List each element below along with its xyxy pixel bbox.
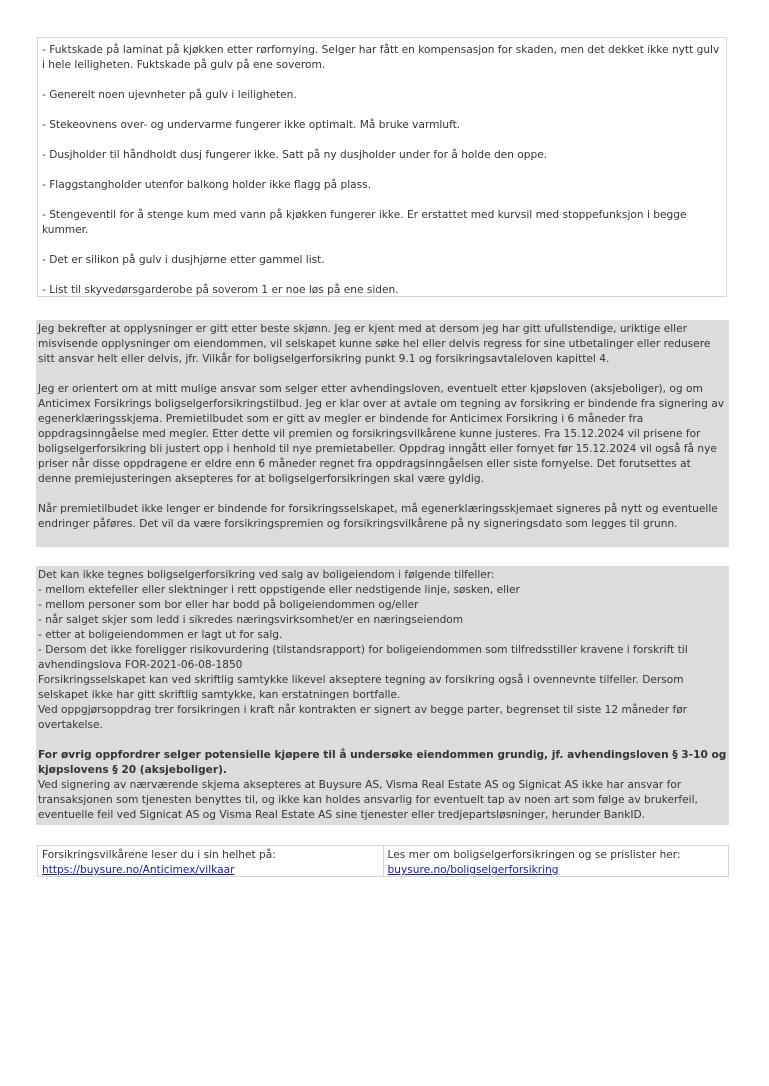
terms-cell bbox=[38, 846, 383, 876]
exclusion-line: - etter at boligeiendommen er lagt ut for salg. bbox=[38, 629, 283, 641]
exclusion-line: Ved oppgjørsoppdrag trer forsikringen i kraft når kontrakten er signert av begge parter, begrenset til siste 12 måneder før overtakelse. bbox=[38, 704, 688, 731]
issue-item: - Dusjholder til håndholdt dusj fungerer ikke. Satt på ny dusjholder under for å holde den oppe. bbox=[42, 149, 548, 161]
issue-item: - List til skyvedørsgarderobe på soverom 1 er noe løs på ene siden. bbox=[42, 284, 399, 296]
known-issues-box bbox=[37, 37, 727, 297]
exclusion-line: - mellom personer som bor eller har bodd på boligeiendommen og/eller bbox=[38, 599, 419, 611]
exclusion-line: - mellom ektefeller eller slektninger i rett oppstigende eller nedstigende linje, søsken, eller bbox=[38, 584, 520, 596]
seller-confirmation-section bbox=[36, 320, 729, 547]
exclusion-line: Forsikringsselskapet kan ved skriftlig samtykke likevel akseptere tegning av forsikring også i ovennevnte tilfeller. Dersom selskapet ikke har gitt skriftlig samtykke, kan erstatningen bortfalle. bbox=[38, 674, 684, 701]
footer-links-table bbox=[37, 845, 729, 877]
confirmation-paragraph: Jeg bekrefter at opplysninger er gitt etter beste skjønn. Jeg er kjent med at dersom jeg har gitt ufullstendige, uriktige eller misvisende opplysninger om eiendommen, vil selskapet kunne søke hel eller delvis regress for sine utbetalinger eller redusere sitt ansvar helt eller delvis, jfr. Vilkår for boligselgerforsikring punkt 9.1 og forsikringsavtaleloven kapittel 4. bbox=[38, 323, 711, 365]
confirmation-paragraph: Jeg er orientert om at mitt mulige ansvar som selger etter avhendingsloven, eventuelt etter kjøpsloven (aksjeboliger), og om Anticimex Forsikrings boligselgerforsikringstilbud. Jeg er klar over at avtale om tegning av forsikring er bindende fra signering av egenerklæringsskjema. Premietilbudet som er gitt av megler er bindende for Anticimex Forsikring i 6 måneder fra oppdragsinngåelse med megler. Etter dette vil premien og forsikringsvilkårene kunne justeres. Fra 15.12.2024 vil prisene for boligselgerforsikring bli justert opp i henhold til nye premietabeller. Oppdrag inngått eller fornyet før 15.12.2024 vil også få nye priser når disse oppdragene er eldre enn 6 måneder regnet fra oppdragsinngåelsen eller siste fornyelse. Det forutsettes at denne premiejusteringen aksepteres for at boligselgerforsikringen skal være gyldig. bbox=[38, 383, 724, 485]
signing-disclaimer: Ved signering av nærværende skjema aksepteres at Buysure AS, Visma Real Estate AS og Signicat AS ikke har ansvar for transaksjonen som tjenesten benyttes til, og ikke kan holdes ansvarlig for eventuelt tap av noen art som følge av brukerfeil, eventuelle feil ved Signicat AS og Visma Real Estate AS sine tjenester eller tredjepartsløsninger, herunder BankID. bbox=[38, 779, 698, 821]
terms-label: Forsikringsvilkårene leser du i sin helhet på: bbox=[42, 849, 276, 861]
exclusion-line: - når salget skjer som ledd i sikredes næringsvirksomhet/er en næringseiendom bbox=[38, 614, 464, 626]
issue-item: - Flaggstangholder utenfor balkong holder ikke flagg på plass. bbox=[42, 179, 372, 191]
issue-item: - Generelt noen ujevnheter på gulv i leiligheten. bbox=[42, 89, 297, 101]
pricelist-cell bbox=[383, 846, 729, 876]
exclusion-line: Det kan ikke tegnes boligselgerforsikring ved salg av boligeiendom i følgende tilfeller: bbox=[38, 569, 495, 581]
exclusion-line: - Dersom det ikke foreligger risikovurdering (tilstandsrapport) for boligeiendommen som tilfredsstiller kravene i forskrift til avhendingslova FOR-2021-06-08-1850 bbox=[38, 644, 688, 671]
pricelist-label: Les mer om boligselgerforsikringen og se prislister her: bbox=[387, 849, 681, 861]
issue-item: - Stekeovnens over- og undervarme fungerer ikke optimalt. Må bruke varmluft. bbox=[42, 119, 461, 131]
issue-item: - Fuktskade på laminat på kjøkken etter rørfornying. Selger har fått en kompensasjon for skaden, men det dekket ikke nytt gulv i hele leiligheten. Fuktskade på gulv på ene soverom. bbox=[42, 44, 720, 71]
buyer-inspection-notice: For øvrig oppfordrer selger potensielle kjøpere til å undersøke eiendommen grundig, jf. avhendingsloven § 3-10 og kjøpslovens § 20 (aksjeboliger). bbox=[38, 749, 727, 776]
confirmation-paragraph: Når premietilbudet ikke lenger er bindende for forsikringsselskapet, må egenerklæringsskjemaet signeres på nytt og eventuelle endringer påføres. Det vil da være forsikringspremien og forsikringsvilkårene på ny signeringsdato som legges til grunn. bbox=[38, 503, 718, 530]
terms-link[interactable]: https://buysure.no/Anticimex/vilkaar bbox=[42, 864, 235, 876]
pricelist-link[interactable]: buysure.no/boligselgerforsikring bbox=[387, 864, 559, 876]
exclusions-section bbox=[36, 566, 729, 825]
issue-item: - Stengeventil for å stenge kum med vann på kjøkken fungerer ikke. Er erstattet med kurvsil med stoppefunksjon i begge kummer. bbox=[42, 209, 687, 236]
issue-item: - Det er silikon på gulv i dusjhjørne etter gammel list. bbox=[42, 254, 325, 266]
